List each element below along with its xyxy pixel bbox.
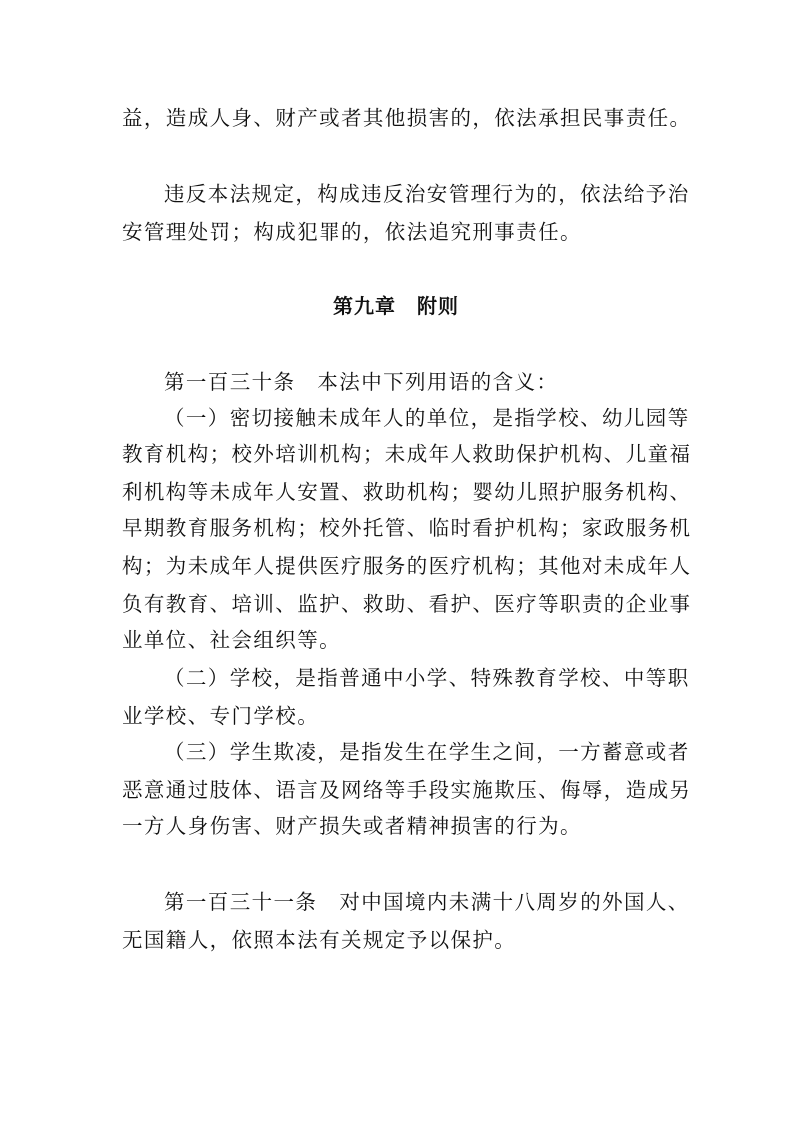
text-line: 违反本法规定，构成违反治安管理行为的，依法给予治 — [164, 182, 690, 206]
article-number: 第一百三十一条 — [164, 890, 318, 914]
text-line: 一方人身伤害、财产损失或者精神损害的行为。 — [122, 814, 582, 838]
text-line: 构；为未成年人提供医疗服务的医疗机构；其他对未成年人 — [122, 554, 692, 578]
text-line: 益，造成人身、财产或者其他损害的，依法承担民事责任。 — [122, 106, 692, 130]
article-line — [164, 368, 724, 396]
text-line: 恶意通过肢体、语言及网络等手段实施欺压、侮辱，造成另 — [122, 778, 692, 802]
text-line: （三）学生欺凌，是指发生在学生之间，一方蓄意或者 — [164, 740, 690, 764]
article-text: 本法中下列用语的含义： — [317, 370, 559, 394]
text-line: （二）学校，是指普通中小学、特殊教育学校、中等职 — [164, 666, 690, 690]
article-line — [164, 888, 724, 916]
text-line: 无国籍人，依照本法有关规定予以保护。 — [122, 928, 517, 952]
text-line: 负有教育、培训、监护、救助、看护、医疗等职责的企业事 — [122, 592, 692, 616]
chapter-heading: 第九章 附则 — [333, 294, 459, 318]
text-line: 业学校、专门学校。 — [122, 704, 320, 728]
text-line: 利机构等未成年人安置、救助机构；婴幼儿照护服务机构、 — [122, 480, 692, 504]
article-number: 第一百三十条 — [164, 370, 296, 394]
text-line: 教育机构；校外培训机构；未成年人救助保护机构、儿童福 — [122, 442, 692, 466]
text-line: 业单位、社会组织等。 — [122, 628, 341, 652]
article-text: 对中国境内未满十八周岁的外国人、 — [339, 890, 690, 914]
text-line: 早期教育服务机构；校外托管、临时看护机构；家政服务机 — [122, 516, 692, 540]
text-line: 安管理处罚；构成犯罪的，依法追究刑事责任。 — [122, 220, 582, 244]
text-line: （一）密切接触未成年人的单位，是指学校、幼儿园等 — [164, 406, 690, 430]
